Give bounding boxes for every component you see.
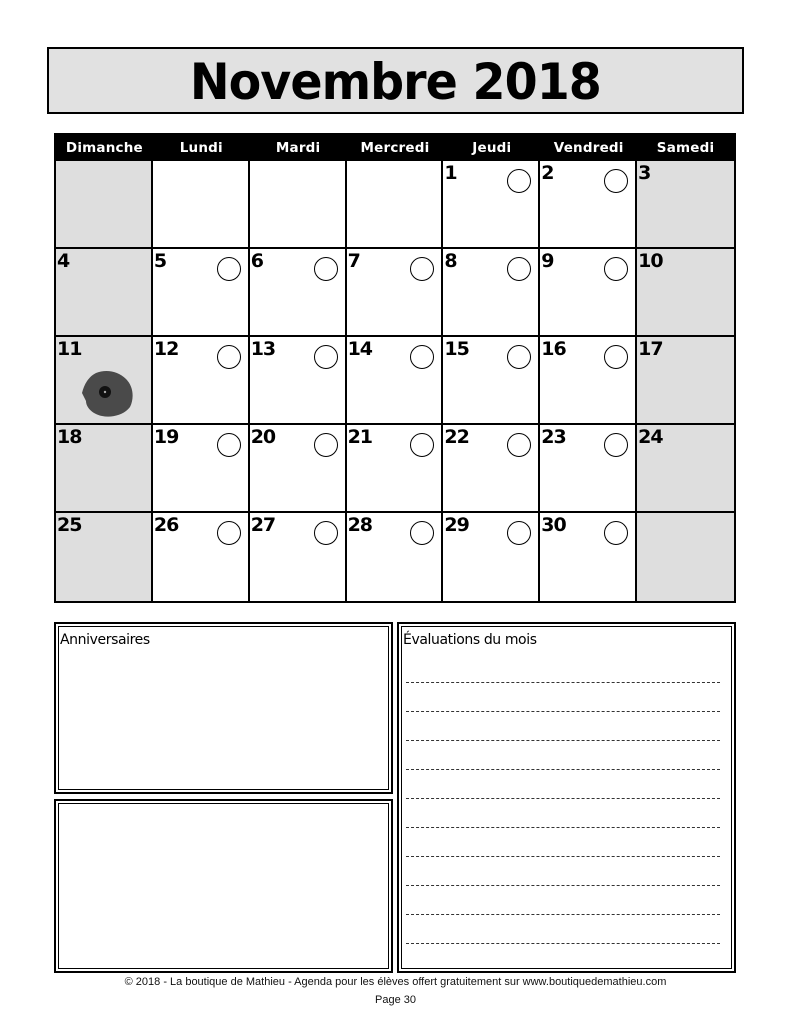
weekday-header [56,135,734,161]
day-cell-2[interactable] [540,161,637,249]
day-number: 5 [153,250,167,272]
checkbox-circle-icon[interactable] [217,521,241,545]
writing-line[interactable] [406,741,720,770]
day-number: 1 [444,162,457,184]
day-cell-28[interactable] [347,513,444,601]
writing-line[interactable] [406,770,720,799]
day-cell-10[interactable] [637,249,734,337]
writing-line[interactable] [406,886,720,915]
day-cell-23[interactable] [540,425,637,513]
day-cell-27[interactable] [250,513,347,601]
day-number: 6 [250,250,263,272]
day-number: 19 [153,426,179,448]
checkbox-circle-icon[interactable] [604,345,628,369]
weekday-jeudi: Jeudi [472,140,512,156]
anniversaries-label: Anniversaires [60,632,150,648]
weekday-mardi: Mardi [275,140,321,156]
checkbox-circle-icon[interactable] [604,257,628,281]
evaluations-label: Évaluations du mois [403,632,537,648]
checkbox-circle-icon[interactable] [410,433,434,457]
day-number: 4 [57,250,70,272]
day-cell-12[interactable] [153,337,250,425]
day-cell-3[interactable] [637,161,734,249]
day-number: 28 [347,514,373,536]
day-cell-6[interactable] [250,249,347,337]
checkbox-circle-icon[interactable] [507,169,531,193]
weekday-dimanche: Dimanche [65,140,143,156]
day-number: 20 [250,426,276,448]
day-number: 9 [541,250,554,272]
day-cell-4[interactable] [56,249,153,337]
day-cell-16[interactable] [540,337,637,425]
writing-line[interactable] [406,857,720,886]
day-cell-5[interactable] [153,249,250,337]
checkbox-circle-icon[interactable] [604,433,628,457]
day-cell-11[interactable] [56,337,153,425]
day-cell-20[interactable] [250,425,347,513]
weekday-samedi: Samedi [656,140,715,156]
day-number: 18 [57,426,82,448]
checkbox-circle-icon[interactable] [410,345,434,369]
checkbox-circle-icon[interactable] [314,257,338,281]
page-title: Novembre 2018 [189,52,602,111]
day-cell-14[interactable] [347,337,444,425]
checkbox-circle-icon[interactable] [410,521,434,545]
page-number: Page 30 [375,994,416,1006]
checkbox-circle-icon[interactable] [507,257,531,281]
checkbox-circle-icon[interactable] [314,345,338,369]
day-cell-19[interactable] [153,425,250,513]
day-number: 11 [57,338,82,360]
day-cell-15[interactable] [443,337,540,425]
day-number: 7 [347,250,360,272]
writing-line[interactable] [406,915,720,944]
day-number: 14 [347,338,373,360]
day-number: 23 [541,426,566,448]
day-cell-21[interactable] [347,425,444,513]
day-cell-7[interactable] [347,249,444,337]
checkbox-circle-icon[interactable] [507,345,531,369]
weekday-mercredi: Mercredi [360,140,430,156]
day-number: 22 [444,426,469,448]
empty-day-cell[interactable] [347,161,444,249]
calendar-grid [56,161,734,601]
checkbox-circle-icon[interactable] [507,433,531,457]
checkbox-circle-icon[interactable] [217,433,241,457]
checkbox-circle-icon[interactable] [507,521,531,545]
footer-copyright: © 2018 - La boutique de Mathieu - Agenda pour les élèves offert gratuitement sur www.boutiquedemathieu.com [124,976,667,988]
empty-day-cell[interactable] [56,161,153,249]
writing-line[interactable] [406,654,720,683]
day-cell-30[interactable] [540,513,637,601]
writing-line[interactable] [406,683,720,712]
day-cell-22[interactable] [443,425,540,513]
empty-day-cell[interactable] [153,161,250,249]
day-cell-25[interactable] [56,513,153,601]
day-cell-18[interactable] [56,425,153,513]
title-banner [47,47,744,114]
checkbox-circle-icon[interactable] [604,169,628,193]
day-number: 2 [541,162,554,184]
checkbox-circle-icon[interactable] [410,257,434,281]
checkbox-circle-icon[interactable] [604,521,628,545]
day-cell-8[interactable] [443,249,540,337]
poppy-icon [78,367,136,419]
day-number: 15 [444,338,469,360]
checkbox-circle-icon[interactable] [217,345,241,369]
day-cell-9[interactable] [540,249,637,337]
writing-line[interactable] [406,799,720,828]
day-number: 30 [541,514,566,536]
evaluations-box[interactable] [397,622,736,973]
evaluation-lines [406,654,720,944]
weekday-vendredi: Vendredi [553,140,624,156]
day-number: 13 [250,338,276,360]
day-number: 29 [444,514,469,536]
day-cell-1[interactable] [443,161,540,249]
empty-day-cell[interactable] [637,513,734,601]
notes-box[interactable] [54,799,393,973]
month-calendar [54,133,736,603]
empty-day-cell[interactable] [250,161,347,249]
day-cell-17[interactable] [637,337,734,425]
day-cell-29[interactable] [443,513,540,601]
day-number: 12 [153,338,179,360]
day-cell-13[interactable] [250,337,347,425]
day-cell-26[interactable] [153,513,250,601]
checkbox-circle-icon[interactable] [314,433,338,457]
day-number: 24 [638,426,663,448]
anniversaries-box[interactable] [54,622,393,794]
day-number: 25 [57,514,82,536]
day-number: 26 [153,514,179,536]
writing-line[interactable] [406,712,720,741]
day-cell-24[interactable] [637,425,734,513]
day-number: 8 [444,250,457,272]
day-number: 27 [250,514,276,536]
checkbox-circle-icon[interactable] [314,521,338,545]
checkbox-circle-icon[interactable] [217,257,241,281]
writing-line[interactable] [406,828,720,857]
day-number: 3 [638,162,651,184]
day-number: 16 [541,338,566,360]
weekday-lundi: Lundi [179,140,223,156]
day-number: 21 [347,426,373,448]
day-number: 17 [638,338,663,360]
day-number: 10 [638,250,663,272]
